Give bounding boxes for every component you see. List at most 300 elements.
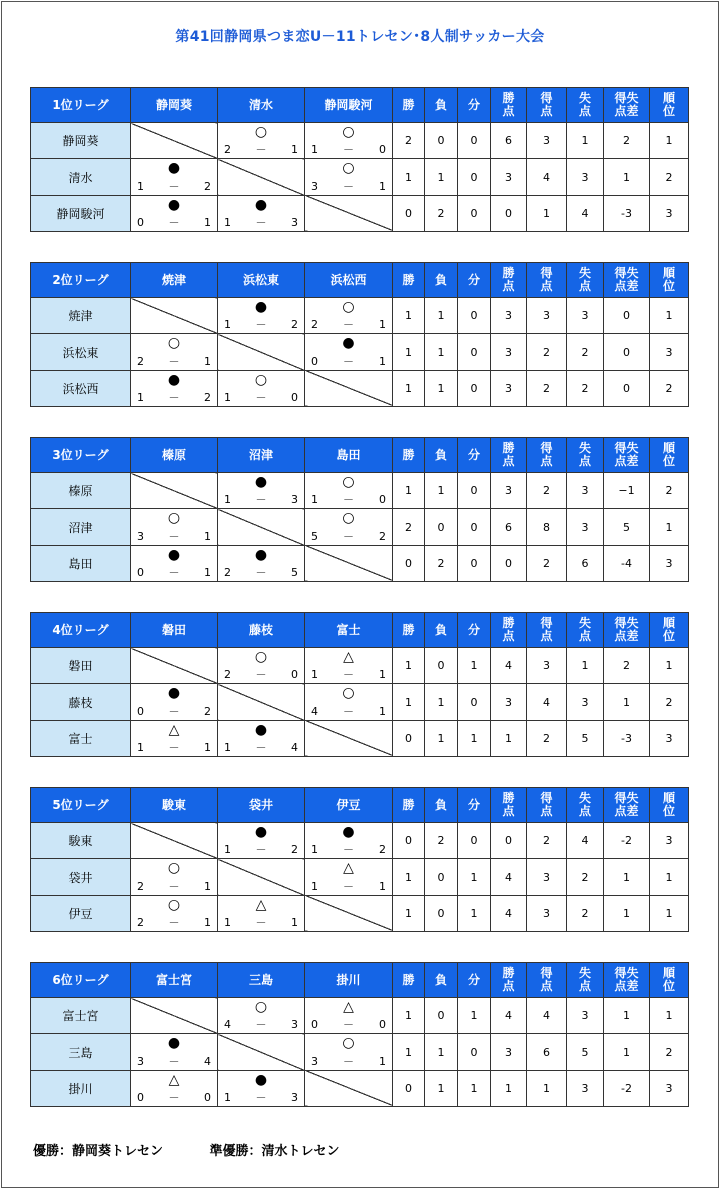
stat-header: 順 位	[650, 963, 689, 998]
stat-cell: 1	[458, 1070, 491, 1106]
row-team-name: 藤枝	[31, 684, 131, 720]
score-dash: －	[343, 179, 354, 193]
league-row	[31, 648, 689, 684]
stat-cell: 1	[393, 648, 425, 684]
result-symbol-icon: ●	[167, 196, 181, 213]
stat-cell: -3	[604, 195, 650, 231]
match-score	[311, 1056, 386, 1068]
match-result-cell	[305, 473, 393, 509]
stat-cell: 0	[458, 123, 491, 159]
match-result-cell	[218, 895, 305, 931]
score-own: 4	[311, 704, 318, 718]
stat-cell: 1	[527, 195, 567, 231]
score-dash: －	[168, 216, 180, 229]
stat-cell: 0	[491, 823, 527, 859]
stat-cell: 1	[650, 648, 689, 684]
self-match-cell	[131, 123, 218, 159]
score-own: 1	[224, 741, 231, 754]
match-score	[224, 494, 298, 506]
league-row	[31, 998, 689, 1034]
score-opponent: 3	[291, 493, 298, 507]
column-team-header: 三島	[218, 963, 305, 998]
result-symbol-icon: ●	[167, 371, 181, 388]
stat-cell: 1	[425, 159, 458, 195]
score-opponent: 0	[379, 1018, 386, 1032]
score-own: 0	[137, 1091, 144, 1104]
score-opponent: 0	[204, 1091, 211, 1104]
score-opponent: 1	[204, 879, 211, 893]
stat-cell: 1	[393, 998, 425, 1034]
stat-cell: 1	[393, 895, 425, 931]
league-name: 4位リーグ	[31, 613, 131, 648]
match-score	[311, 881, 386, 893]
column-team-header: 磐田	[131, 613, 218, 648]
score-own: 1	[311, 668, 318, 682]
match-score	[311, 531, 386, 543]
score-dash: －	[343, 529, 354, 543]
score-opponent: 2	[204, 391, 211, 404]
result-symbol-icon: ●	[254, 196, 268, 213]
stat-header: 得 点	[527, 788, 567, 823]
stat-cell: 0	[458, 195, 491, 231]
score-opponent: 1	[204, 916, 211, 929]
score-opponent: 2	[204, 704, 211, 718]
stat-header: 失 点	[567, 88, 604, 123]
score-dash: －	[343, 1018, 354, 1032]
score-dash: －	[255, 1091, 267, 1104]
match-result-cell	[218, 195, 305, 231]
result-symbol-icon: ●	[167, 160, 181, 177]
stat-header: 勝 点	[491, 263, 527, 298]
stat-cell: 0	[425, 509, 458, 545]
score-opponent: 3	[291, 1091, 298, 1104]
match-result-cell	[305, 509, 393, 545]
score-dash: －	[255, 391, 267, 404]
self-match-cell	[218, 684, 305, 720]
stat-header: 失 点	[567, 438, 604, 473]
stat-cell: 0	[604, 298, 650, 334]
league-row	[31, 859, 689, 895]
stat-cell: 1	[650, 998, 689, 1034]
self-match-cell	[218, 859, 305, 895]
score-opponent: 3	[291, 1018, 298, 1032]
score-own: 1	[311, 493, 318, 507]
column-team-header: 静岡葵	[131, 88, 218, 123]
score-own: 1	[311, 843, 318, 857]
stat-cell: 1	[650, 859, 689, 895]
match-score	[137, 917, 211, 929]
match-result-cell	[131, 859, 218, 895]
stat-header: 負	[425, 438, 458, 473]
stat-cell: 1	[425, 684, 458, 720]
stat-cell: 1	[650, 895, 689, 931]
stat-header: 負	[425, 263, 458, 298]
stat-cell: 0	[393, 823, 425, 859]
stat-header: 失 点	[567, 788, 604, 823]
stat-header: 得 点	[527, 263, 567, 298]
score-opponent: 1	[204, 216, 211, 229]
stat-cell: 2	[527, 473, 567, 509]
stat-header: 勝	[393, 88, 425, 123]
stat-header: 順 位	[650, 438, 689, 473]
score-opponent: 5	[291, 566, 298, 579]
column-team-header: 藤枝	[218, 613, 305, 648]
match-score	[311, 181, 386, 193]
stat-cell: 8	[527, 509, 567, 545]
stat-cell: 0	[458, 684, 491, 720]
league-name: 1位リーグ	[31, 88, 131, 123]
league-row	[31, 545, 689, 581]
column-team-header: 清水	[218, 88, 305, 123]
stat-header: 失 点	[567, 613, 604, 648]
stat-cell: 0	[458, 823, 491, 859]
row-team-name: 清水	[31, 159, 131, 195]
score-own: 2	[224, 566, 231, 579]
stat-header: 負	[425, 88, 458, 123]
stat-cell: 3	[650, 545, 689, 581]
stat-cell: 1	[604, 1034, 650, 1070]
score-dash: －	[343, 879, 354, 893]
match-score	[137, 181, 211, 193]
stat-cell: 2	[425, 823, 458, 859]
stat-cell: 3	[567, 998, 604, 1034]
stat-cell: 1	[393, 1034, 425, 1070]
result-symbol-icon: ●	[342, 824, 355, 841]
stat-header: 得失 点差	[604, 263, 650, 298]
stat-header: 得 点	[527, 963, 567, 998]
score-own: 0	[137, 566, 144, 579]
score-own: 1	[224, 916, 231, 929]
score-dash: －	[255, 493, 267, 507]
score-opponent: 1	[204, 566, 211, 579]
match-result-cell	[131, 195, 218, 231]
stat-cell: 3	[650, 334, 689, 370]
self-match-cell	[218, 159, 305, 195]
stat-header: 順 位	[650, 788, 689, 823]
result-symbol-icon: ○	[342, 124, 355, 141]
match-score	[137, 1092, 211, 1104]
result-symbol-icon: ○	[254, 999, 268, 1016]
stat-cell: 4	[567, 195, 604, 231]
score-own: 1	[137, 179, 144, 193]
stat-header: 分	[458, 88, 491, 123]
stat-cell: 1	[393, 473, 425, 509]
stat-cell: 1	[393, 334, 425, 370]
score-own: 1	[224, 391, 231, 404]
result-symbol-icon: △	[343, 999, 354, 1016]
league-row	[31, 684, 689, 720]
row-team-name: 伊豆	[31, 895, 131, 931]
stat-cell: 6	[567, 545, 604, 581]
stat-cell: 4	[527, 159, 567, 195]
stat-cell: 6	[527, 1034, 567, 1070]
stat-cell: 1	[393, 859, 425, 895]
match-result-cell	[218, 1070, 305, 1106]
stat-cell: 1	[527, 1070, 567, 1106]
stat-cell: 1	[458, 648, 491, 684]
row-team-name: 沼津	[31, 509, 131, 545]
score-own: 1	[137, 391, 144, 404]
match-result-cell	[305, 998, 393, 1034]
score-dash: －	[168, 741, 180, 754]
result-symbol-icon: ○	[254, 124, 268, 141]
score-opponent: 1	[204, 741, 211, 754]
match-result-cell	[305, 823, 393, 859]
league-table	[30, 787, 689, 932]
self-match-cell	[218, 1034, 305, 1070]
result-symbol-icon: ○	[342, 299, 355, 316]
league-row	[31, 720, 689, 756]
score-dash: －	[255, 1018, 267, 1032]
match-result-cell	[131, 334, 218, 370]
score-dash: －	[168, 179, 180, 193]
column-team-header: 浜松西	[305, 263, 393, 298]
stat-header: 得 点	[527, 438, 567, 473]
league-table	[30, 87, 689, 232]
score-dash: －	[255, 741, 267, 754]
stat-cell: 0	[458, 298, 491, 334]
stat-cell: 1	[425, 473, 458, 509]
stat-header: 勝 点	[491, 438, 527, 473]
score-dash: －	[343, 668, 354, 682]
stat-header: 勝 点	[491, 613, 527, 648]
stat-cell: 3	[650, 823, 689, 859]
stat-cell: 1	[425, 720, 458, 756]
stat-cell: 2	[650, 1034, 689, 1070]
result-symbol-icon: △	[168, 1071, 180, 1088]
stat-header: 勝	[393, 788, 425, 823]
score-own: 0	[137, 704, 144, 718]
row-team-name: 富士宮	[31, 998, 131, 1034]
score-own: 3	[311, 179, 318, 193]
league-row	[31, 370, 689, 406]
stat-cell: 0	[458, 1034, 491, 1070]
stat-cell: 0	[458, 509, 491, 545]
stat-cell: −1	[604, 473, 650, 509]
self-match-cell	[305, 720, 393, 756]
stat-header: 失 点	[567, 263, 604, 298]
result-symbol-icon: ○	[342, 474, 355, 491]
match-result-cell	[218, 473, 305, 509]
match-score	[224, 742, 298, 754]
match-result-cell	[305, 334, 393, 370]
stat-cell: 2	[527, 545, 567, 581]
score-dash: －	[343, 354, 354, 368]
score-dash: －	[255, 566, 267, 579]
score-dash: －	[168, 354, 180, 368]
stat-cell: 0	[458, 473, 491, 509]
match-score	[311, 319, 386, 331]
stat-cell: 3	[491, 473, 527, 509]
stat-cell: 4	[491, 895, 527, 931]
result-symbol-icon: △	[343, 860, 354, 877]
stat-header: 勝	[393, 263, 425, 298]
stat-cell: 3	[491, 334, 527, 370]
stat-cell: 3	[491, 684, 527, 720]
stat-cell: 2	[650, 370, 689, 406]
score-dash: －	[168, 566, 180, 579]
match-score	[224, 217, 298, 229]
league-row	[31, 334, 689, 370]
result-symbol-icon: ○	[167, 896, 181, 913]
score-own: 2	[137, 354, 144, 368]
row-team-name: 静岡駿河	[31, 195, 131, 231]
league-row	[31, 195, 689, 231]
match-score	[137, 567, 211, 579]
stat-cell: 1	[393, 684, 425, 720]
stat-cell: 6	[491, 509, 527, 545]
result-symbol-icon: ●	[254, 299, 268, 316]
self-match-cell	[131, 998, 218, 1034]
self-match-cell	[305, 895, 393, 931]
match-result-cell	[305, 684, 393, 720]
score-opponent: 0	[379, 493, 386, 507]
match-score	[311, 494, 386, 506]
stat-cell: 0	[425, 998, 458, 1034]
score-opponent: 2	[379, 843, 386, 857]
stat-cell: 4	[491, 859, 527, 895]
row-team-name: 三島	[31, 1034, 131, 1070]
stat-cell: 3	[527, 123, 567, 159]
match-result-cell	[218, 720, 305, 756]
column-team-header: 駿東	[131, 788, 218, 823]
stat-cell: 1	[567, 123, 604, 159]
score-opponent: 0	[291, 391, 298, 404]
score-own: 1	[224, 318, 231, 332]
score-dash: －	[343, 318, 354, 332]
stat-cell: 1	[425, 1070, 458, 1106]
self-match-cell	[131, 648, 218, 684]
match-result-cell	[218, 823, 305, 859]
result-symbol-icon: ●	[254, 824, 268, 841]
stat-cell: 2	[393, 123, 425, 159]
stat-cell: 2	[567, 859, 604, 895]
match-score	[311, 706, 386, 718]
stat-cell: 0	[458, 159, 491, 195]
league-table	[30, 612, 689, 757]
stat-cell: 4	[491, 998, 527, 1034]
stat-cell: 1	[604, 998, 650, 1034]
column-team-header: 静岡駿河	[305, 88, 393, 123]
match-score	[224, 567, 298, 579]
results-footer	[33, 1140, 340, 1159]
league-row	[31, 509, 689, 545]
league-row	[31, 1070, 689, 1106]
stat-cell: 1	[458, 998, 491, 1034]
score-opponent: 2	[379, 529, 386, 543]
column-team-header: 浜松東	[218, 263, 305, 298]
column-team-header: 伊豆	[305, 788, 393, 823]
stat-cell: 2	[393, 509, 425, 545]
league-row	[31, 473, 689, 509]
score-opponent: 3	[291, 216, 298, 229]
match-score	[311, 144, 386, 156]
stat-cell: 0	[604, 334, 650, 370]
score-own: 1	[224, 1091, 231, 1104]
score-own: 2	[137, 916, 144, 929]
stat-cell: 1	[650, 509, 689, 545]
result-symbol-icon: ○	[167, 860, 181, 877]
stat-cell: 3	[650, 720, 689, 756]
stat-cell: 2	[604, 648, 650, 684]
score-opponent: 2	[204, 179, 211, 193]
score-dash: －	[343, 1054, 354, 1068]
stat-cell: 1	[650, 298, 689, 334]
score-own: 2	[137, 879, 144, 893]
stat-cell: 5	[604, 509, 650, 545]
score-dash: －	[255, 843, 267, 857]
stat-header: 順 位	[650, 263, 689, 298]
stat-cell: 1	[650, 123, 689, 159]
result-symbol-icon: ●	[167, 546, 181, 563]
league-table	[30, 262, 689, 407]
score-opponent: 0	[379, 143, 386, 157]
stat-cell: 1	[393, 298, 425, 334]
result-symbol-icon: △	[168, 721, 180, 738]
score-opponent: 1	[291, 916, 298, 929]
match-score	[137, 706, 211, 718]
column-team-header: 袋井	[218, 788, 305, 823]
score-dash: －	[168, 1054, 180, 1068]
stat-cell: 3	[491, 1034, 527, 1070]
stat-cell: 2	[527, 370, 567, 406]
match-score	[224, 917, 298, 929]
stat-cell: 0	[425, 895, 458, 931]
self-match-cell	[305, 370, 393, 406]
page-title: 第41回静岡県つま恋U－11トレセン･8人制サッカー大会	[175, 29, 545, 45]
score-own: 1	[224, 843, 231, 857]
stat-cell: 3	[491, 159, 527, 195]
match-score	[311, 1019, 386, 1031]
row-team-name: 磐田	[31, 648, 131, 684]
stat-cell: 0	[425, 648, 458, 684]
stat-cell: 2	[567, 370, 604, 406]
self-match-cell	[305, 195, 393, 231]
stat-cell: 1	[458, 720, 491, 756]
stat-cell: 2	[567, 895, 604, 931]
score-opponent: 0	[291, 668, 298, 682]
stat-header: 負	[425, 613, 458, 648]
score-dash: －	[343, 704, 354, 718]
stat-header: 負	[425, 788, 458, 823]
match-score	[311, 356, 386, 368]
stat-cell: 1	[567, 648, 604, 684]
stat-cell: 1	[393, 159, 425, 195]
match-score	[311, 844, 386, 856]
score-own: 0	[137, 216, 144, 229]
league-row	[31, 159, 689, 195]
stat-cell: 5	[567, 720, 604, 756]
match-score	[137, 531, 211, 543]
league-name: 6位リーグ	[31, 963, 131, 998]
column-team-header: 掛川	[305, 963, 393, 998]
score-opponent: 1	[379, 1054, 386, 1068]
stat-cell: 3	[491, 298, 527, 334]
stat-cell: -4	[604, 545, 650, 581]
stat-cell: 3	[567, 473, 604, 509]
match-score	[224, 1092, 298, 1104]
stat-cell: 3	[491, 370, 527, 406]
stat-header: 得失 点差	[604, 788, 650, 823]
stat-cell: 1	[604, 859, 650, 895]
score-own: 3	[137, 529, 144, 543]
match-result-cell	[131, 895, 218, 931]
score-opponent: 1	[379, 668, 386, 682]
stat-cell: 1	[425, 370, 458, 406]
match-result-cell	[131, 509, 218, 545]
score-own: 1	[311, 879, 318, 893]
match-result-cell	[305, 298, 393, 334]
